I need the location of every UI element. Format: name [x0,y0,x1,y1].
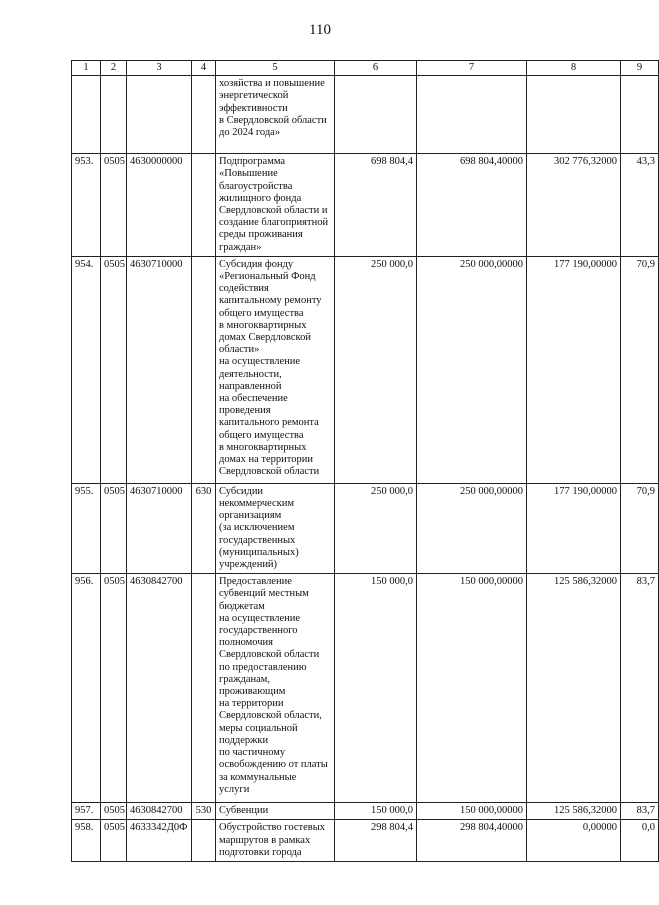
expense-type-code [192,820,216,862]
planned-amount: 698 804,40000 [417,154,527,257]
executed-amount [527,76,621,154]
table-row [72,483,659,573]
col-header: 3 [127,61,192,76]
item-name: Подпрограмма «Повышение благоустройства жилищного фонда Свердловской области и создание благоприятной среды проживания граждан» [216,154,335,257]
section-code: 0505 [101,820,127,862]
table-row [72,820,659,862]
item-name: Обустройство гостевых маршрутов в рамках подготовки города [216,820,335,862]
section-code: 0505 [101,154,127,257]
page-number: 110 [309,22,331,38]
item-name: хозяйства и повышение энергетической эффективности в Свердловской области до 2024 года» [216,76,335,154]
target-article-code: 4630710000 [127,483,192,573]
execution-percent: 83,7 [621,803,659,820]
approved-amount: 250 000,0 [335,483,417,573]
col-header: 9 [621,61,659,76]
execution-percent: 70,9 [621,483,659,573]
target-article-code [127,76,192,154]
table-row [72,803,659,820]
planned-amount [417,76,527,154]
approved-amount: 150 000,0 [335,574,417,803]
execution-percent [621,76,659,154]
approved-amount: 250 000,0 [335,256,417,483]
execution-percent: 83,7 [621,574,659,803]
table-row [72,154,659,257]
item-name: Субвенции [216,803,335,820]
col-header: 5 [216,61,335,76]
section-code: 0505 [101,483,127,573]
col-header: 7 [417,61,527,76]
row-number: 954. [72,256,101,483]
col-header: 2 [101,61,127,76]
section-code: 0505 [101,256,127,483]
target-article-code: 4630842700 [127,574,192,803]
section-code [101,76,127,154]
row-number: 958. [72,820,101,862]
section-code: 0505 [101,574,127,803]
table-row [72,574,659,803]
table-row [72,76,659,154]
executed-amount: 302 776,32000 [527,154,621,257]
row-number: 955. [72,483,101,573]
expense-type-code [192,154,216,257]
row-number: 953. [72,154,101,257]
expense-type-code [192,76,216,154]
section-code: 0505 [101,803,127,820]
item-name: Субсидия фонду «Региональный Фонд содействия капитальному ремонту общего имущества в многоквартирных домах Свердловской области» на осуществление деятельности, направленной на обеспечение проведения капитального ремонта общего имущества в многоквартирных домах на территории Свердловской области [216,256,335,483]
planned-amount: 250 000,00000 [417,256,527,483]
executed-amount: 0,00000 [527,820,621,862]
target-article-code: 4633342Д0Ф [127,820,192,862]
executed-amount: 177 190,00000 [527,483,621,573]
target-article-code: 4630000000 [127,154,192,257]
approved-amount: 298 804,4 [335,820,417,862]
item-name: Предоставление субвенций местным бюджетам на осуществление государственного полномочия Свердловской области по предоставлению гражданам, проживающим на территории Свердловской области, меры социальной поддержки по частичному освобождению от платы за коммунальные услуги [216,574,335,803]
executed-amount: 177 190,00000 [527,256,621,483]
col-header: 6 [335,61,417,76]
approved-amount [335,76,417,154]
item-name: Субсидии некоммерческим организациям (за исключением государственных (муниципальных) учреждений) [216,483,335,573]
expense-type-code: 630 [192,483,216,573]
planned-amount: 150 000,00000 [417,574,527,803]
col-header: 4 [192,61,216,76]
row-number: 957. [72,803,101,820]
expense-type-code: 530 [192,803,216,820]
planned-amount: 298 804,40000 [417,820,527,862]
execution-percent: 70,9 [621,256,659,483]
approved-amount: 698 804,4 [335,154,417,257]
target-article-code: 4630842700 [127,803,192,820]
row-number [72,76,101,154]
row-number: 956. [72,574,101,803]
executed-amount: 125 586,32000 [527,803,621,820]
expense-type-code [192,256,216,483]
planned-amount: 250 000,00000 [417,483,527,573]
col-header: 1 [72,61,101,76]
execution-percent: 0,0 [621,820,659,862]
expense-type-code [192,574,216,803]
col-header: 8 [527,61,621,76]
target-article-code: 4630710000 [127,256,192,483]
table-row [72,256,659,483]
header-row [72,61,659,76]
execution-percent: 43,3 [621,154,659,257]
executed-amount: 125 586,32000 [527,574,621,803]
budget-table [71,60,659,862]
planned-amount: 150 000,00000 [417,803,527,820]
approved-amount: 150 000,0 [335,803,417,820]
